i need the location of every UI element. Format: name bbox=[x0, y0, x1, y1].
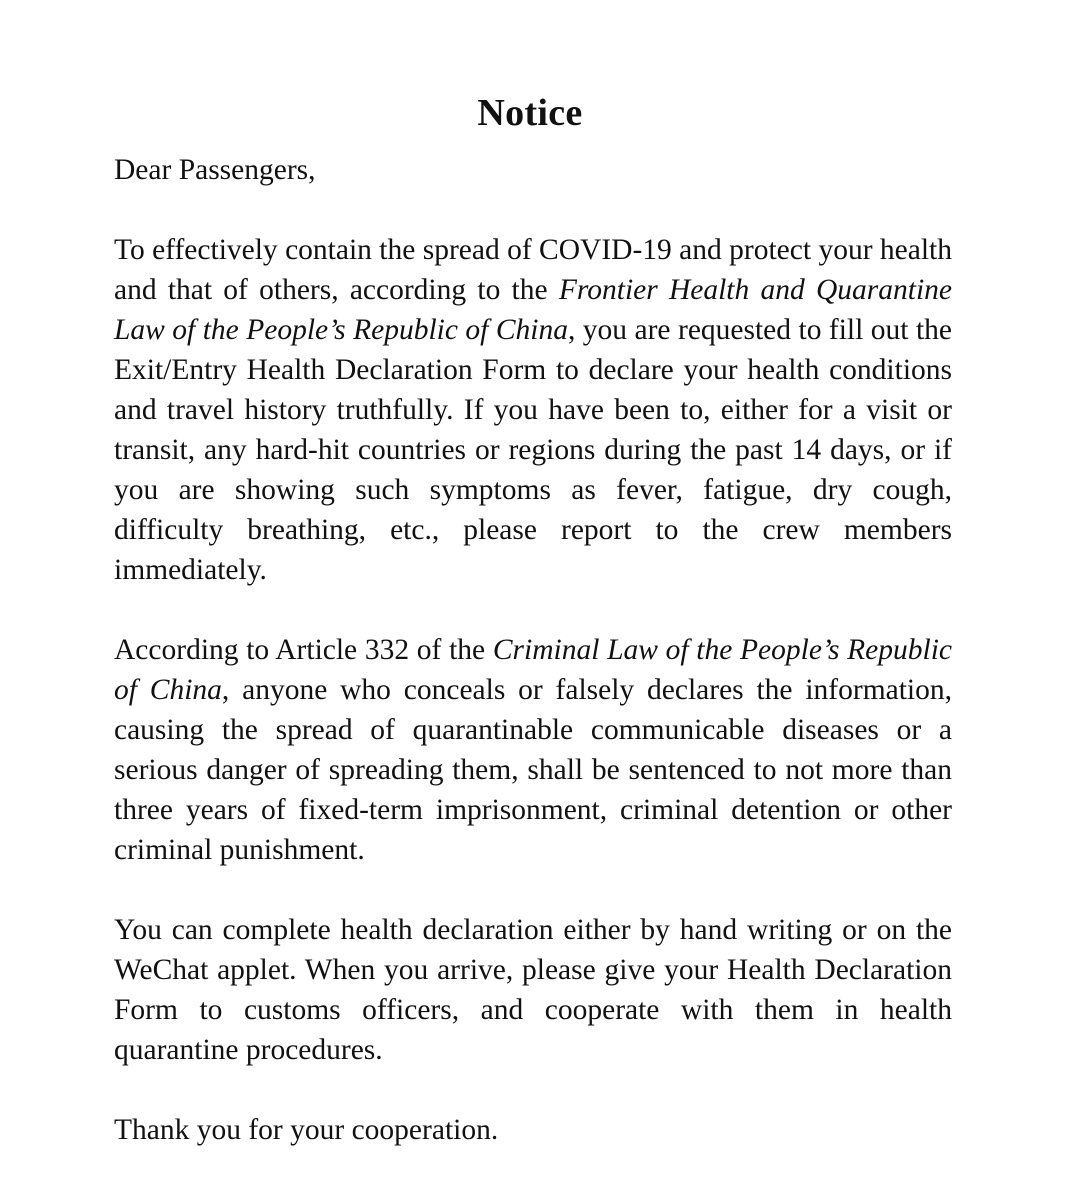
paragraph-health-declaration-requirement bbox=[114, 230, 952, 590]
notice-body bbox=[114, 150, 952, 1150]
closing-line: Thank you for your cooperation. bbox=[114, 1114, 499, 1146]
paragraph-text: , anyone who conceals or falsely declares the information, causing the spread of quarantinable communicable diseases or a serious danger of spreading them, shall be sentenced to not more than three years of fixed-term imprisonment, criminal detention or other criminal punishment. bbox=[114, 674, 952, 866]
paragraph-declaration-methods bbox=[114, 910, 952, 1070]
law-title-frontier-health: Frontier Health and Quarantine Law of the People’s Republic of China bbox=[114, 274, 952, 346]
paragraph-text: You can complete health declaration either by hand writing or on the WeChat applet. When you arrive, please give your Health Declaration Form to customs officers, and cooperate with them in health quarantine procedures. bbox=[114, 914, 952, 1066]
salutation: Dear Passengers, bbox=[114, 154, 316, 186]
paragraph-text: To effectively contain the spread of COVID-19 and protect your health and that of others, according to the bbox=[114, 234, 952, 306]
paragraph-text: According to Article 332 of the bbox=[114, 634, 493, 666]
notice-title: Notice bbox=[477, 92, 583, 135]
paragraph-criminal-law-warning bbox=[114, 630, 952, 870]
paragraph-text: , you are requested to fill out the Exit/Entry Health Declaration Form to declare your health conditions and travel history truthfully. If you have been to, either for a visit or transit, any hard-hit countries or regions during the past 14 days, or if you are showing such symptoms as fever, fatigue, dry cough, difficulty breathing, etc., please report to the crew members immediately. bbox=[114, 314, 952, 586]
law-title-criminal-law: Criminal Law of the People’s Republic of China bbox=[114, 634, 952, 706]
